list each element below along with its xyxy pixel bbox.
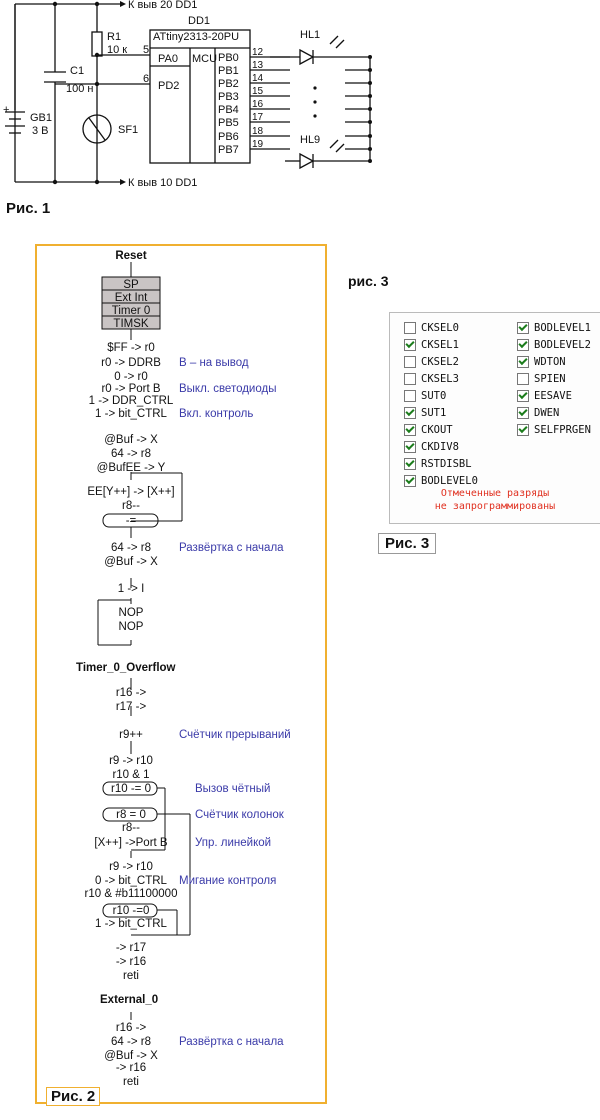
fuse-bit-rstdisbl[interactable] [404, 458, 472, 470]
flow-step: r8-- [122, 822, 140, 834]
flow-step: r17 -> [115, 701, 147, 713]
pb-label: PB0 [218, 52, 239, 64]
fig1-top-rail: К выв 20 DD1 [128, 0, 198, 11]
fuse-bit-label: DWEN [534, 407, 560, 419]
flow-step: 1 -> DDR_CTRL [88, 395, 174, 407]
flow-step: r10 & #b11100000 [84, 888, 178, 900]
fuse-bit-label: CKDIV8 [421, 441, 459, 453]
fig2-flowchart [0, 240, 330, 1120]
fig2-caption: Рис. 2 [46, 1087, 100, 1106]
pb-label: PB7 [218, 144, 239, 156]
checkbox-icon[interactable] [404, 322, 416, 334]
fuse-bit-label: CKSEL1 [421, 339, 459, 351]
pb-label: PB2 [218, 78, 239, 90]
fig1-chip-type: ATtiny2313-20PU [153, 31, 240, 43]
flow-step: 1 -> bit_CTRL [95, 408, 167, 420]
flow-step: -> r17 [115, 942, 147, 954]
checkbox-icon[interactable] [404, 475, 416, 487]
checkbox-icon[interactable] [517, 407, 529, 419]
fig1-hl1: HL1 [300, 29, 321, 41]
fuse-bit-label: EESAVE [534, 390, 572, 402]
checkbox-icon[interactable] [517, 373, 529, 385]
fig1-gb1: GB1 [30, 112, 53, 124]
flow-ext-title: External_0 [100, 994, 159, 1006]
checkbox-icon[interactable] [404, 339, 416, 351]
fuse-bit-cksel3[interactable] [404, 373, 459, 385]
flow-reset-title: Reset [115, 250, 147, 262]
checkbox-icon[interactable] [404, 458, 416, 470]
init-block: Ext Int [114, 292, 148, 304]
fuse-bit-label: SPIEN [534, 373, 566, 385]
fuse-bit-selfprgen[interactable] [517, 424, 591, 436]
flow-step: 64 -> r8 [111, 542, 151, 554]
fuse-note-line2: не запрограммированы [434, 501, 556, 512]
flow-step: NOP [118, 607, 144, 619]
fig1-hl9: HL9 [300, 134, 321, 146]
checkbox-icon[interactable] [404, 407, 416, 419]
checkbox-icon[interactable] [404, 424, 416, 436]
flow-step: 0 -> r0 [114, 371, 148, 383]
flow-step: NOP [118, 621, 144, 633]
fuse-bit-ckout[interactable] [404, 424, 453, 436]
fuse-bit-cksel2[interactable] [404, 356, 459, 368]
fuse-bit-eesave[interactable] [517, 390, 572, 402]
fuse-bit-spien[interactable] [517, 373, 566, 385]
fig1-r1: R1 [107, 31, 122, 43]
flow-step: r8 = 0 [116, 809, 146, 821]
pb-label: PB1 [218, 65, 239, 77]
fuse-bit-label: CKSEL2 [421, 356, 459, 368]
fig1-sf1: SF1 [118, 124, 139, 136]
fuse-bit-label: BODLEVEL2 [534, 339, 591, 351]
fuse-bit-label: BODLEVEL1 [534, 322, 591, 334]
fig1-pd2: PD2 [158, 80, 180, 92]
flow-comment: Развёртка с начала [179, 542, 284, 554]
flow-timer-title: Timer_0_Overflow [76, 662, 176, 674]
flow-step: @Buf -> X [104, 556, 158, 568]
flow-comment: Упр. линейкой [195, 837, 272, 849]
flow-step: 0 -> bit_CTRL [95, 875, 167, 887]
fuse-bit-cksel1[interactable] [404, 339, 459, 351]
fig1-gb1-val: 3 В [32, 125, 49, 137]
checkbox-icon[interactable] [517, 339, 529, 351]
fig1-mcu: MCU [192, 53, 218, 65]
fig1-schematic [0, 0, 600, 200]
flow-step: r9 -> r10 [109, 755, 153, 767]
flow-step: r9++ [119, 729, 143, 741]
fuse-bit-label: CKSEL0 [421, 322, 459, 334]
init-block: Timer 0 [111, 305, 151, 317]
flow-step: [X++] ->Port B [94, 837, 168, 849]
fig1-plus: + [3, 104, 10, 116]
fuse-bit-bodlevel0[interactable] [404, 475, 478, 487]
fuse-bit-bodlevel2[interactable] [517, 339, 591, 351]
pb-pin: 15 [252, 86, 264, 97]
flow-comment: В – на вывод [179, 357, 249, 369]
flow-comment: Счётчик прерываний [179, 729, 291, 741]
flow-step: reti [123, 1076, 139, 1088]
checkbox-icon[interactable] [404, 373, 416, 385]
checkbox-icon[interactable] [404, 356, 416, 368]
fuse-bit-wdton[interactable] [517, 356, 566, 368]
fuse-bit-sut0[interactable] [404, 390, 446, 402]
flow-step: r9 -> r10 [109, 861, 153, 873]
fig1-pa0: PA0 [158, 53, 178, 65]
pb-pin: 16 [252, 99, 264, 110]
checkbox-icon[interactable] [517, 424, 529, 436]
flow-step: r10 & 1 [112, 769, 150, 781]
flow-step: r0 -> DDRB [101, 357, 161, 369]
flow-step: 64 -> r8 [111, 448, 151, 460]
checkbox-icon[interactable] [517, 322, 529, 334]
flow-step: @Buf -> X [104, 434, 158, 446]
fuse-bit-ckdiv8[interactable] [404, 441, 459, 453]
flow-step: EE[Y++] -> [X++] [87, 486, 175, 498]
flow-step: r16 -> [115, 1022, 147, 1034]
flow-comment: Мигание контроля [179, 875, 277, 887]
fuse-bit-dwen[interactable] [517, 407, 559, 419]
flow-step: -> r16 [115, 1062, 147, 1074]
flow-step: $FF -> r0 [107, 342, 155, 354]
init-block: TIMSK [113, 318, 149, 330]
flow-comment: Вкл. контроль [179, 408, 254, 420]
pb-pin: 19 [252, 139, 264, 150]
fig3-caption: Рис. 3 [378, 533, 436, 554]
flow-comment: Выкл. светодиоды [179, 383, 277, 395]
flow-step: -= [125, 515, 137, 527]
checkbox-icon[interactable] [517, 356, 529, 368]
flow-step: @BufEE -> Y [96, 462, 166, 474]
init-block: SP [123, 279, 139, 291]
pb-pin: 14 [252, 73, 264, 84]
fuse-bits-panel [389, 312, 600, 524]
flow-step: r0 -> Port B [101, 383, 161, 395]
flow-comment: Счётчик колонок [195, 809, 284, 821]
flow-step: -> r16 [115, 956, 147, 968]
fig3-title: рис. 3 [348, 273, 389, 289]
flow-step: r16 -> [115, 687, 147, 699]
pb-pin: 12 [252, 47, 264, 58]
fuse-bit-label: SELFPRGEN [534, 424, 591, 436]
checkbox-icon[interactable] [517, 390, 529, 402]
flow-step: @Buf -> X [104, 1050, 158, 1062]
fuse-bit-label: BODLEVEL0 [421, 475, 478, 487]
flow-step: reti [123, 970, 139, 982]
fuse-bit-sut1[interactable] [404, 407, 446, 419]
fuse-note-line1: Отмеченные разряды [440, 488, 550, 499]
flow-comment: Вызов чётный [195, 783, 271, 795]
fig1-dd1: DD1 [188, 15, 211, 27]
fuse-bit-label: SUT0 [421, 390, 447, 402]
flow-step: 1 -> bit_CTRL [95, 918, 167, 930]
pb-pin: 13 [252, 60, 264, 71]
fig1-r1-val: 10 к [107, 44, 128, 56]
fuse-bit-label: CKOUT [421, 424, 453, 436]
checkbox-icon[interactable] [404, 390, 416, 402]
pb-label: PB5 [218, 117, 239, 129]
pb-label: PB3 [218, 91, 239, 103]
fig1-pin6: 6 [143, 73, 150, 85]
fuse-bit-label: SUT1 [421, 407, 447, 419]
fig1-c1: C1 [70, 65, 85, 77]
fuse-bit-label: CKSEL3 [421, 373, 459, 385]
flow-step: r8-- [122, 500, 140, 512]
flow-step: 64 -> r8 [111, 1036, 151, 1048]
pb-label: PB4 [218, 104, 239, 116]
fig1-bottom-rail: К выв 10 DD1 [128, 177, 198, 189]
checkbox-icon[interactable] [404, 441, 416, 453]
pb-label: PB6 [218, 131, 239, 143]
fuse-bit-label: RSTDISBL [421, 458, 472, 470]
pb-pin: 17 [252, 112, 264, 123]
fig1-c1-val: 100 н [66, 83, 94, 95]
flow-comment: Развёртка с начала [179, 1036, 284, 1048]
flow-step: r10 -= 0 [111, 783, 151, 795]
pb-pin: 18 [252, 126, 264, 137]
flow-step: r10 -=0 [112, 905, 150, 917]
fuse-bit-label: WDTON [534, 356, 566, 368]
fig1-caption: Рис. 1 [6, 200, 51, 217]
fuse-bit-cksel0[interactable] [404, 322, 459, 334]
fuse-bit-bodlevel1[interactable] [517, 322, 591, 334]
fig1-pin5: 5 [143, 44, 150, 56]
flow-step: 1 -> I [117, 583, 145, 595]
